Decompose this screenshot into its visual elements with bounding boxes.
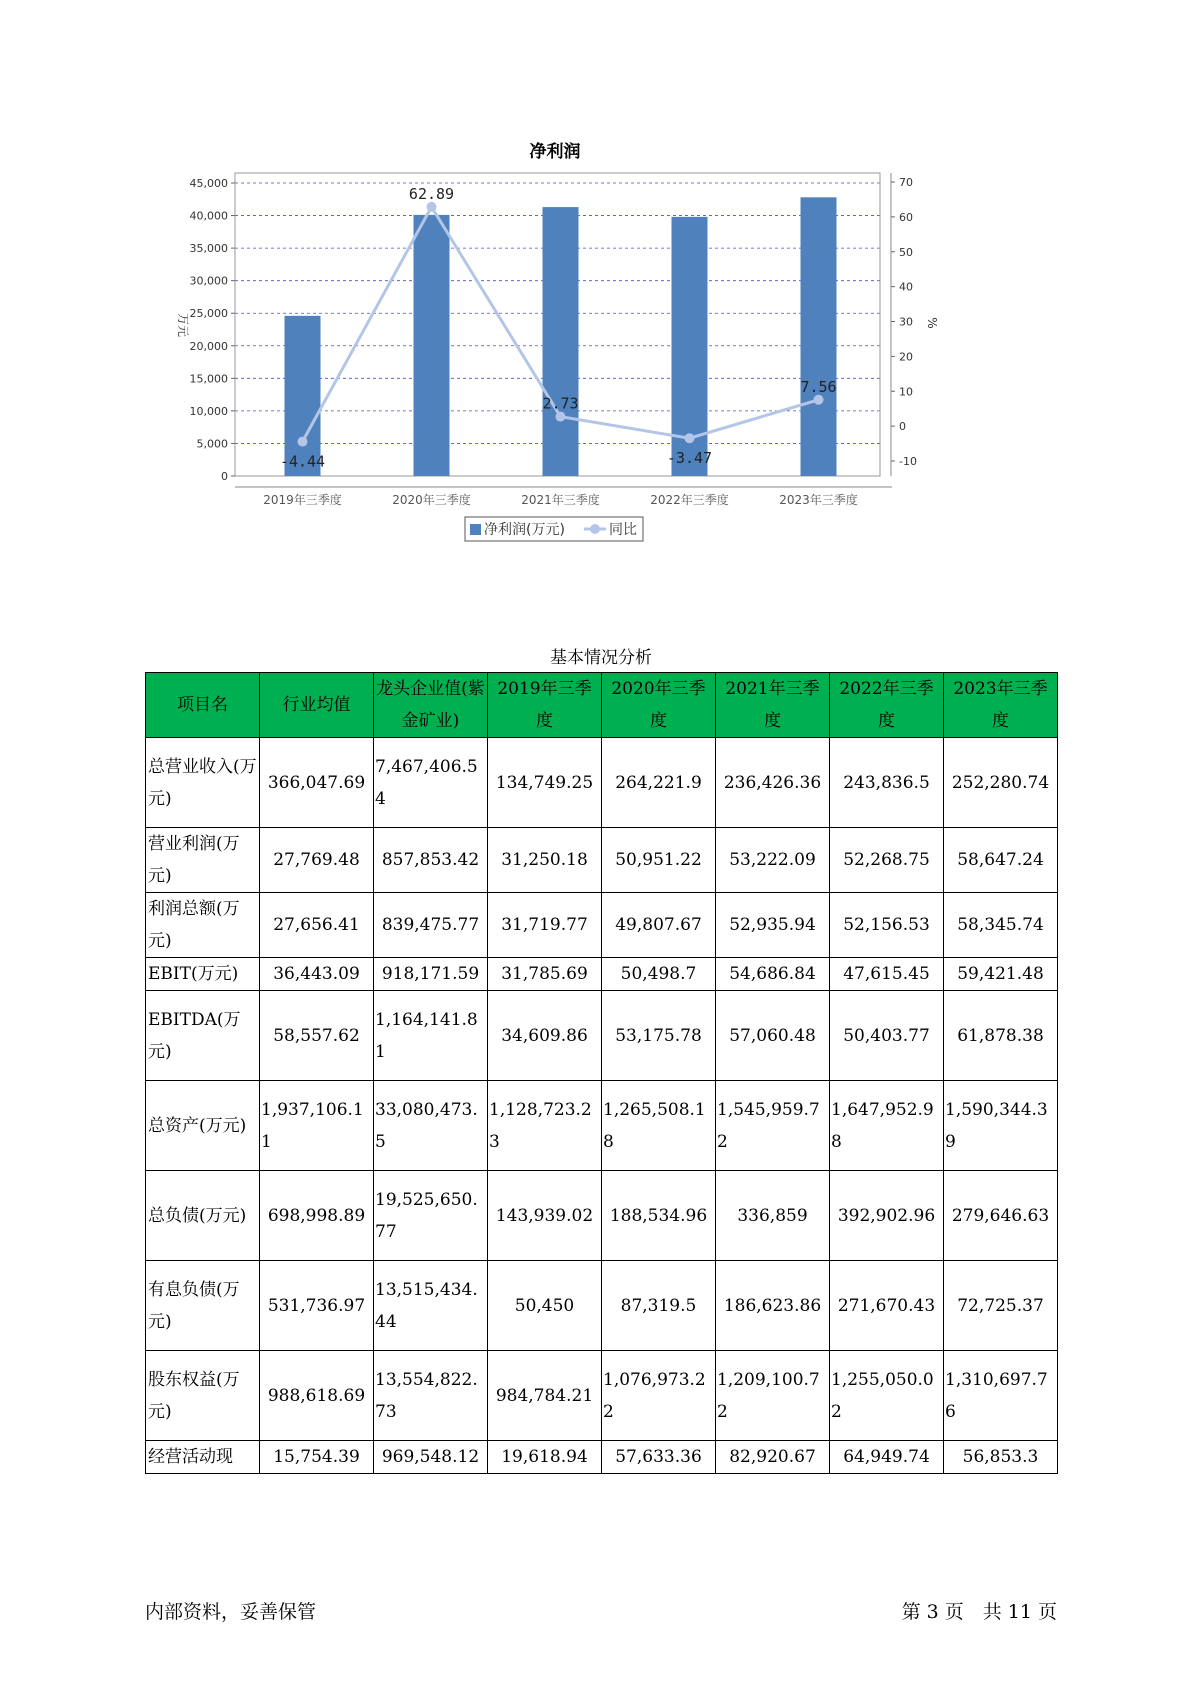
y2-tick-label: 70	[899, 176, 913, 189]
table-row	[146, 1081, 1058, 1171]
value-cell: 134,749.25	[488, 738, 602, 828]
chart-title: 净利润	[529, 142, 581, 162]
value-cell: 31,785.69	[488, 958, 602, 991]
row-label-cell: 总营业收入(万元)	[146, 738, 260, 828]
value-cell: 50,450	[488, 1261, 602, 1351]
value-cell: 7,467,406.54	[374, 738, 488, 828]
basic-analysis-table	[145, 672, 1058, 1474]
value-cell: 1,076,973.22	[602, 1351, 716, 1441]
header-cell-0: 项目名	[146, 673, 260, 738]
row-label-cell: 总资产(万元)	[146, 1081, 260, 1171]
value-cell: 59,421.48	[944, 958, 1058, 991]
value-cell: 61,878.38	[944, 991, 1058, 1081]
value-cell: 53,222.09	[716, 828, 830, 893]
value-cell: 1,647,952.98	[830, 1081, 944, 1171]
value-cell: 698,998.89	[260, 1171, 374, 1261]
y2-tick-label: -10	[899, 455, 917, 468]
yoy-data-label: -4.44	[279, 452, 326, 471]
value-cell: 87,319.5	[602, 1261, 716, 1351]
value-cell: 392,902.96	[830, 1171, 944, 1261]
row-label-cell: 股东权益(万元)	[146, 1351, 260, 1441]
row-label-cell: 总负债(万元)	[146, 1171, 260, 1261]
value-cell: 82,920.67	[716, 1441, 830, 1474]
y-axis-label: 万元	[176, 312, 190, 338]
row-label-cell: 利润总额(万元)	[146, 893, 260, 958]
header-cell-1: 行业均值	[260, 673, 374, 738]
value-cell: 918,171.59	[374, 958, 488, 991]
x-tick-label: 2023年三季度	[779, 493, 858, 507]
legend-label-yoy: 同比	[609, 522, 637, 538]
header-cell-6: 2022年三季度	[830, 673, 944, 738]
row-label-cell: EBIT(万元)	[146, 958, 260, 991]
value-cell: 264,221.9	[602, 738, 716, 828]
legend-label-net-profit: 净利润(万元)	[484, 522, 565, 538]
footer-confidential-note: 内部资料，妥善保管	[145, 1601, 317, 1623]
value-cell: 13,554,822.73	[374, 1351, 488, 1441]
value-cell: 72,725.37	[944, 1261, 1058, 1351]
value-cell: 1,209,100.72	[716, 1351, 830, 1441]
value-cell: 52,156.53	[830, 893, 944, 958]
footer-page-number: 第 3 页 共 11 页	[901, 1601, 1057, 1623]
value-cell: 58,557.62	[260, 991, 374, 1081]
y2-tick-label: 10	[899, 385, 913, 399]
value-cell: 236,426.36	[716, 738, 830, 828]
row-label-cell: 经营活动现	[146, 1441, 260, 1474]
table-row	[146, 958, 1058, 991]
value-cell: 54,686.84	[716, 958, 830, 991]
table-row	[146, 1441, 1058, 1474]
table-caption: 基本情况分析	[550, 648, 652, 668]
legend-line-marker	[590, 524, 600, 534]
yoy-point-0	[298, 437, 308, 447]
value-cell: 34,609.86	[488, 991, 602, 1081]
y-tick-label: 15,000	[189, 372, 228, 386]
bar-1	[414, 215, 450, 476]
value-cell: 57,060.48	[716, 991, 830, 1081]
yoy-data-label: 62.89	[408, 184, 455, 203]
value-cell: 279,646.63	[944, 1171, 1058, 1261]
yoy-point-2	[556, 412, 566, 422]
value-cell: 52,268.75	[830, 828, 944, 893]
value-cell: 1,255,050.02	[830, 1351, 944, 1441]
value-cell: 50,951.22	[602, 828, 716, 893]
yoy-data-label: -3.47	[666, 449, 713, 468]
value-cell: 31,719.77	[488, 893, 602, 958]
value-cell: 857,853.42	[374, 828, 488, 893]
value-cell: 1,265,508.18	[602, 1081, 716, 1171]
value-cell: 15,754.39	[260, 1441, 374, 1474]
row-label-cell: 有息负债(万元)	[146, 1261, 260, 1351]
value-cell: 31,250.18	[488, 828, 602, 893]
chart-legend	[465, 517, 643, 541]
table-header-row	[146, 673, 1058, 738]
table-row	[146, 738, 1058, 828]
value-cell: 53,175.78	[602, 991, 716, 1081]
row-label-cell: EBITDA(万元)	[146, 991, 260, 1081]
y2-tick-label: 50	[899, 245, 913, 259]
value-cell: 19,525,650.77	[374, 1171, 488, 1261]
yoy-data-label: 2.73	[542, 394, 579, 413]
value-cell: 969,548.12	[374, 1441, 488, 1474]
y-tick-label: 5,000	[196, 437, 228, 451]
value-cell: 188,534.96	[602, 1171, 716, 1261]
y2-tick-label: 40	[899, 280, 913, 294]
y2-tick-label: 60	[899, 210, 913, 224]
y-tick-label: 40,000	[189, 209, 228, 223]
value-cell: 50,498.7	[602, 958, 716, 991]
y2-tick-label: 0	[899, 420, 906, 434]
table-row	[146, 991, 1058, 1081]
value-cell: 50,403.77	[830, 991, 944, 1081]
value-cell: 243,836.5	[830, 738, 944, 828]
value-cell: 252,280.74	[944, 738, 1058, 828]
y-tick-label: 30,000	[189, 274, 228, 288]
header-cell-3: 2019年三季度	[488, 673, 602, 738]
value-cell: 36,443.09	[260, 958, 374, 991]
value-cell: 1,545,959.72	[716, 1081, 830, 1171]
value-cell: 56,853.3	[944, 1441, 1058, 1474]
value-cell: 366,047.69	[260, 738, 374, 828]
y-tick-label: 45,000	[189, 177, 228, 190]
header-cell-2: 龙头企业值(紫金矿业)	[374, 673, 488, 738]
value-cell: 57,633.36	[602, 1441, 716, 1474]
value-cell: 49,807.67	[602, 893, 716, 958]
value-cell: 58,647.24	[944, 828, 1058, 893]
bar-4	[801, 197, 837, 476]
value-cell: 143,939.02	[488, 1171, 602, 1261]
row-label-cell: 营业利润(万元)	[146, 828, 260, 893]
value-cell: 186,623.86	[716, 1261, 830, 1351]
value-cell: 839,475.77	[374, 893, 488, 958]
legend-bar-swatch	[470, 524, 481, 535]
value-cell: 27,656.41	[260, 893, 374, 958]
y-tick-label: 0	[221, 470, 228, 483]
x-tick-label: 2019年三季度	[263, 493, 342, 507]
table-row	[146, 893, 1058, 958]
y2-tick-label: 30	[899, 315, 913, 329]
value-cell: 19,618.94	[488, 1441, 602, 1474]
table-row	[146, 1261, 1058, 1351]
value-cell: 531,736.97	[260, 1261, 374, 1351]
value-cell: 1,590,344.39	[944, 1081, 1058, 1171]
value-cell: 336,859	[716, 1171, 830, 1261]
value-cell: 1,128,723.23	[488, 1081, 602, 1171]
value-cell: 52,935.94	[716, 893, 830, 958]
table-row	[146, 1351, 1058, 1441]
y-tick-label: 25,000	[189, 307, 228, 321]
bar-2	[543, 207, 579, 476]
y2-tick-label: 20	[899, 350, 913, 364]
x-tick-label: 2021年三季度	[521, 493, 600, 507]
chart-svg	[160, 135, 1040, 595]
yoy-point-1	[427, 202, 437, 212]
value-cell: 58,345.74	[944, 893, 1058, 958]
net-profit-chart	[160, 135, 1040, 595]
value-cell: 27,769.48	[260, 828, 374, 893]
value-cell: 984,784.21	[488, 1351, 602, 1441]
yoy-point-3	[685, 433, 695, 443]
y2-axis-label: %	[925, 317, 939, 329]
header-cell-7: 2023年三季度	[944, 673, 1058, 738]
yoy-data-label: 7.56	[800, 377, 837, 396]
value-cell: 33,080,473.5	[374, 1081, 488, 1171]
value-cell: 13,515,434.44	[374, 1261, 488, 1351]
value-cell: 1,310,697.76	[944, 1351, 1058, 1441]
value-cell: 64,949.74	[830, 1441, 944, 1474]
header-cell-4: 2020年三季度	[602, 673, 716, 738]
header-cell-5: 2021年三季度	[716, 673, 830, 738]
value-cell: 47,615.45	[830, 958, 944, 991]
value-cell: 1,937,106.11	[260, 1081, 374, 1171]
y-tick-label: 20,000	[189, 339, 228, 353]
value-cell: 988,618.69	[260, 1351, 374, 1441]
y-tick-label: 10,000	[189, 404, 228, 418]
table-row	[146, 1171, 1058, 1261]
x-tick-label: 2020年三季度	[392, 493, 471, 507]
yoy-point-4	[814, 395, 824, 405]
y-tick-label: 35,000	[189, 242, 228, 256]
table-row	[146, 828, 1058, 893]
value-cell: 271,670.43	[830, 1261, 944, 1351]
value-cell: 1,164,141.81	[374, 991, 488, 1081]
x-tick-label: 2022年三季度	[650, 493, 729, 507]
